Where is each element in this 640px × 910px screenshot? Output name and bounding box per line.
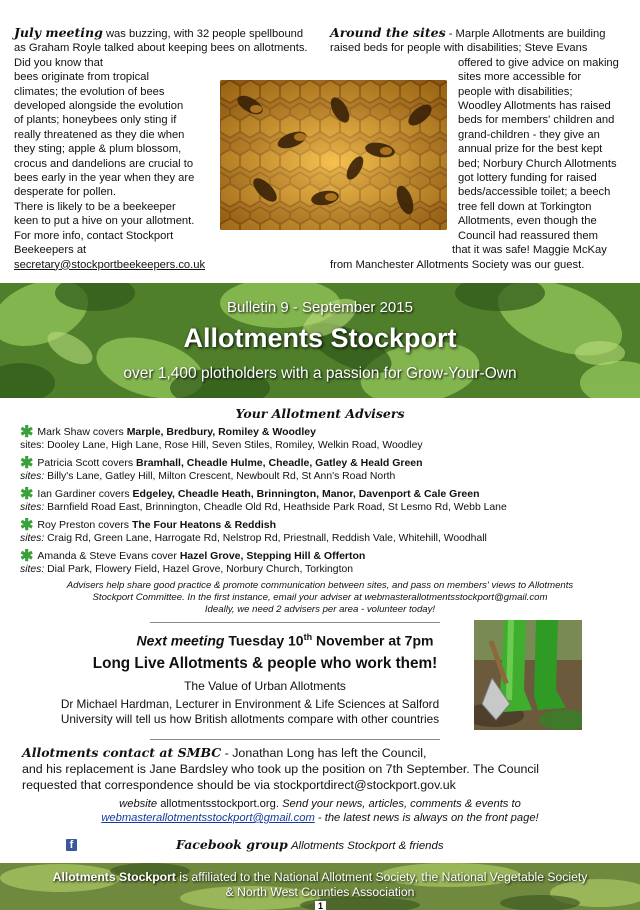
website-link[interactable]: allotmentsstockport.org.: [160, 798, 279, 810]
adviser-areas: The Four Heatons & Reddish: [131, 519, 277, 531]
body-line: bed; Norbury Church Allotments: [458, 157, 617, 170]
sites-list: Craig Rd, Green Lane, Harrogate Rd, Nelstrop Rd, Priestnall, Reddish Vale, Whitehill, Woodhall: [47, 533, 487, 544]
date-pre: Tuesday 10: [228, 632, 304, 649]
adviser-sites: [20, 440, 423, 452]
body-line: crocus and dandelions are crucial to: [14, 157, 194, 170]
beekeepers-email-link[interactable]: secretary@stockportbeekeepers.co.uk: [14, 258, 206, 271]
adviser-areas: Edgeley, Cheadle Heath, Brinnington, Manor, Davenport & Cale Green: [132, 488, 480, 500]
adviser-sites: [20, 471, 395, 483]
webmaster-email-link[interactable]: webmasterallotmentsstockport@gmail.com: [101, 812, 315, 824]
newsletter-tagline: over 1,400 plotholders with a passion for Grow-Your-Own: [123, 365, 517, 382]
sites-list: Dial Park, Flowery Field, Hazel Grove, Norbury Church, Torkington: [47, 564, 354, 575]
latest-text: - the latest news is always on the front page!: [317, 812, 539, 824]
adviser-name: Mark Shaw covers: [37, 426, 124, 438]
send-text: Send your news, articles, comments & events to: [282, 798, 521, 810]
tail-line: from Manchester Allotments Society was our guest.: [330, 258, 585, 271]
adviser-areas: Marple, Bredbury, Romiley & Woodley: [126, 426, 316, 438]
intro-line: raised beds for people with disabilities; Steve Evans: [330, 42, 588, 55]
body-line: tree fell down at Torkington: [458, 200, 592, 213]
facebook-label: Facebook group: [176, 837, 288, 852]
adviser-sites: [20, 533, 487, 545]
divider: [150, 622, 440, 623]
body-line: There is likely to be a beekeeper: [14, 200, 176, 213]
smbc-line: and his replacement is Jane Bardsley who took up the position on 7th September. The Council: [22, 762, 540, 776]
note-line: Advisers help share good practice & promote communication between sites, and pass on members' views to Allotments: [66, 580, 574, 591]
sites-label: sites:: [20, 440, 45, 451]
smbc-heading: Allotments contact at SMBC: [22, 745, 222, 760]
asterisk-icon: ✱: [20, 486, 34, 503]
adviser-name: Amanda & Steve Evans cover: [37, 550, 177, 562]
adviser-name: Roy Preston covers: [37, 519, 130, 531]
meeting-date: [100, 632, 470, 649]
adviser-areas: Hazel Grove, Stepping Hill & Offerton: [179, 550, 366, 562]
date-post: November at 7pm: [315, 632, 434, 649]
body-line: bees early in the year when they are: [14, 172, 195, 185]
body-line: sites more accessible for: [458, 71, 582, 84]
sites-label: sites:: [20, 533, 45, 544]
meeting-label: Next meeting: [136, 632, 225, 649]
advisers-heading: Your Allotment Advisers: [235, 406, 405, 421]
body-line: Beekeepers at: [14, 244, 87, 257]
july-meeting-intro: was buzzing, with 32 people spellbound as Graham Royle talked about keeping bees on allotments. Did you know that: [14, 28, 308, 69]
tail-line: that it was safe! Maggie McKay: [452, 244, 607, 257]
sites-label: sites:: [20, 502, 45, 513]
intro-line: - Marple Allotments are building: [448, 28, 606, 40]
sites-label: sites:: [20, 471, 45, 482]
adviser-name: Ian Gardiner covers: [37, 488, 130, 500]
asterisk-icon: ✱: [20, 548, 34, 565]
adviser-areas: Bramhall, Cheadle Hulme, Cheadle, Gatley & Heald Green: [136, 457, 423, 469]
body-line: got lottery funding for raised: [458, 172, 597, 185]
meeting-headline: Long Live Allotments & people who work them!: [92, 655, 438, 672]
footer-org: Allotments Stockport: [52, 870, 176, 884]
around-sites-heading: Around the sites: [330, 25, 446, 40]
meeting-topic: The Value of Urban Allotments: [184, 679, 346, 693]
date-sup: th: [303, 632, 313, 642]
adviser-entry: [20, 457, 423, 470]
body-line: Council had reassured them: [458, 229, 598, 242]
asterisk-icon: ✱: [20, 424, 34, 441]
body-line: Woodley Allotments has raised: [458, 100, 611, 113]
body-line: keen to put a hive on your allotment.: [14, 215, 195, 228]
body-line: bees originate from tropical: [14, 71, 149, 84]
body-line: really threatened as they die when: [14, 128, 185, 141]
adviser-entry: [20, 488, 480, 501]
body-line: they sting; apple & plum blossom,: [14, 143, 182, 156]
adviser-entry: [20, 426, 316, 439]
body-line: people with disabilities;: [458, 85, 573, 98]
body-line: developed alongside the evolution: [14, 100, 184, 113]
speaker-line: Dr Michael Hardman, Lecturer in Environment & Life Sciences at Salford: [60, 697, 440, 711]
page-number: 1: [315, 901, 326, 910]
adviser-entry: [20, 519, 276, 532]
wellington-boots-photo: [474, 620, 582, 730]
sites-list: Billy's Lane, Gatley Hill, Milton Crescent, Newboult Rd, St Ann's Road North: [47, 471, 396, 482]
july-meeting-heading: July meeting: [14, 25, 103, 40]
smbc-line: - Jonathan Long has left the Council,: [224, 746, 427, 760]
facebook-group-name[interactable]: Allotments Stockport & friends: [290, 840, 444, 852]
divider: [150, 739, 440, 740]
note-line: Ideally, we need 2 advisers per area - volunteer today!: [204, 604, 436, 615]
sites-list: Barnfield Road East, Brinnington, Cheadle Old Rd, Heathside Park Road, St Lesmo Rd, Webb Lane: [47, 502, 507, 513]
adviser-name: Patricia Scott covers: [37, 457, 134, 469]
bulletin-line: Bulletin 9 - September 2015: [227, 299, 413, 316]
adviser-sites: [20, 564, 353, 576]
body-line: For more info, contact Stockport: [14, 229, 174, 242]
footer-banner: [0, 863, 640, 910]
body-line: annual prize for the best kept: [458, 143, 603, 156]
body-line: desperate for pollen.: [14, 186, 116, 199]
note-line: Stockport Committee. In the first instance, email your adviser at webmasterallotmentsstockport@gmail.com: [92, 592, 548, 603]
body-line: beds for members' children and: [458, 114, 615, 127]
footer-text: is affiliated to the National Allotment Society, the National Vegetable Society: [179, 870, 588, 884]
body-line: grand-children - they give an: [458, 128, 600, 141]
adviser-entry: [20, 550, 365, 563]
body-line: of plants; honeybees only sting if: [14, 114, 177, 127]
body-line: climates; the evolution of bees: [14, 85, 165, 98]
asterisk-icon: ✱: [20, 517, 34, 534]
body-line: Allotments, even though the: [458, 215, 597, 228]
facebook-icon[interactable]: f: [66, 839, 77, 851]
meeting-speaker: [30, 697, 470, 727]
body-line: beds/accessible toilet; a beech: [458, 186, 611, 199]
sites-list: Dooley Lane, High Lane, Rose Hill, Seven Stiles, Romiley, Welkin Road, Woodley: [47, 440, 423, 451]
top-section: [0, 0, 640, 282]
advisers-note: [0, 580, 640, 616]
newsletter-title: Allotments Stockport: [183, 323, 457, 353]
speaker-line: University will tell us how British allotments compare with other countries: [60, 712, 440, 726]
intro-line: offered to give advice on making: [458, 56, 619, 69]
adviser-sites: [20, 502, 507, 514]
title-banner: [0, 283, 640, 398]
honeybees-photo: [220, 80, 447, 230]
footer-text: & North West Counties Association: [225, 885, 415, 899]
sites-label: sites:: [20, 564, 45, 575]
smbc-line: requested that correspondence should be via stockportdirect@stockport.gov.uk: [22, 778, 456, 792]
website-label: website: [119, 798, 158, 810]
asterisk-icon: ✱: [20, 455, 34, 472]
